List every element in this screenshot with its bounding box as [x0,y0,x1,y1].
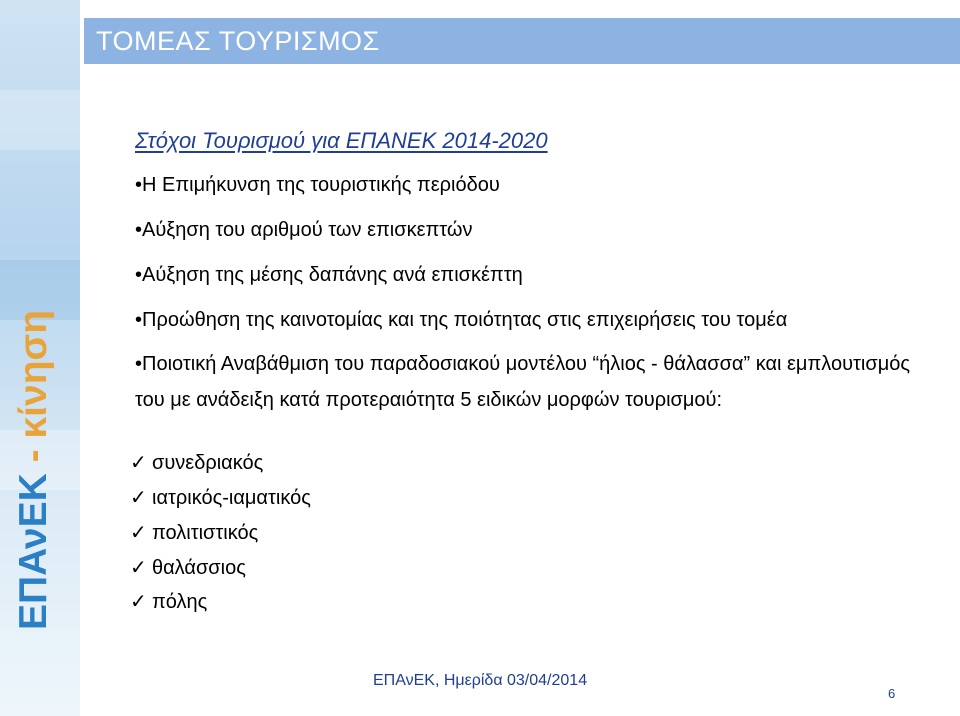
section-subtitle: Στόχοι Τουρισμού για ΕΠΑΝΕΚ 2014-2020 [135,128,548,153]
list-item: •Η Επιμήκυνση της τουριστικής περιόδου [135,174,500,196]
checkmark-icon: ✓ [130,485,147,509]
list-item: ✓ συνεδριακός [130,450,264,474]
page-title: ΤΟΜΕΑΣ ΤΟΥΡΙΣΜΟΣ [96,26,380,56]
list-item: ✓ ιατρικός-ιαματικός [130,485,311,509]
page-number: 6 [888,686,896,701]
list-item: ✓ θαλάσσιος [130,555,246,579]
checkmark-icon: ✓ [130,450,147,474]
bullet-icon: • [135,309,143,331]
footer-text: ΕΠΑνΕΚ, Ημερίδα 03/04/2014 [373,672,588,689]
sidebar-logo-text [12,310,56,630]
checkmark-icon: ✓ [130,589,147,613]
list-item: ✓ πόλης [130,589,208,613]
list-item: •Ποιοτική Αναβάθμιση του παραδοσιακού μοντέλου “ήλιος - θάλασσα” και εμπλουτισμός του με ανάδειξη κατά προτεραιότητα 5 ειδικών μορφών τουρισμού: [135,353,910,411]
bullet-icon: • [135,219,143,241]
list-item: •Προώθηση της καινοτομίας και της ποιότητας στις επιχειρήσεις του τομέα [135,309,788,331]
bullet-icon: • [135,174,143,196]
sidebar-brand: ΕΠΑνΕΚ [12,473,55,630]
sidebar-tagline: - κίνηση [12,309,55,474]
sidebar-stripe [0,90,80,150]
list-item: •Αύξηση του αριθμού των επισκεπτών [135,219,473,241]
bullet-icon: • [135,353,143,375]
list-item: ✓ πολιτιστικός [130,520,259,544]
sidebar-banner [0,0,80,716]
checkmark-icon: ✓ [130,520,147,544]
list-item: •Αύξηση της μέσης δαπάνης ανά επισκέπτη [135,264,523,286]
bullet-icon: • [135,264,143,286]
checkmark-icon: ✓ [130,555,147,579]
title-bar [84,18,960,64]
